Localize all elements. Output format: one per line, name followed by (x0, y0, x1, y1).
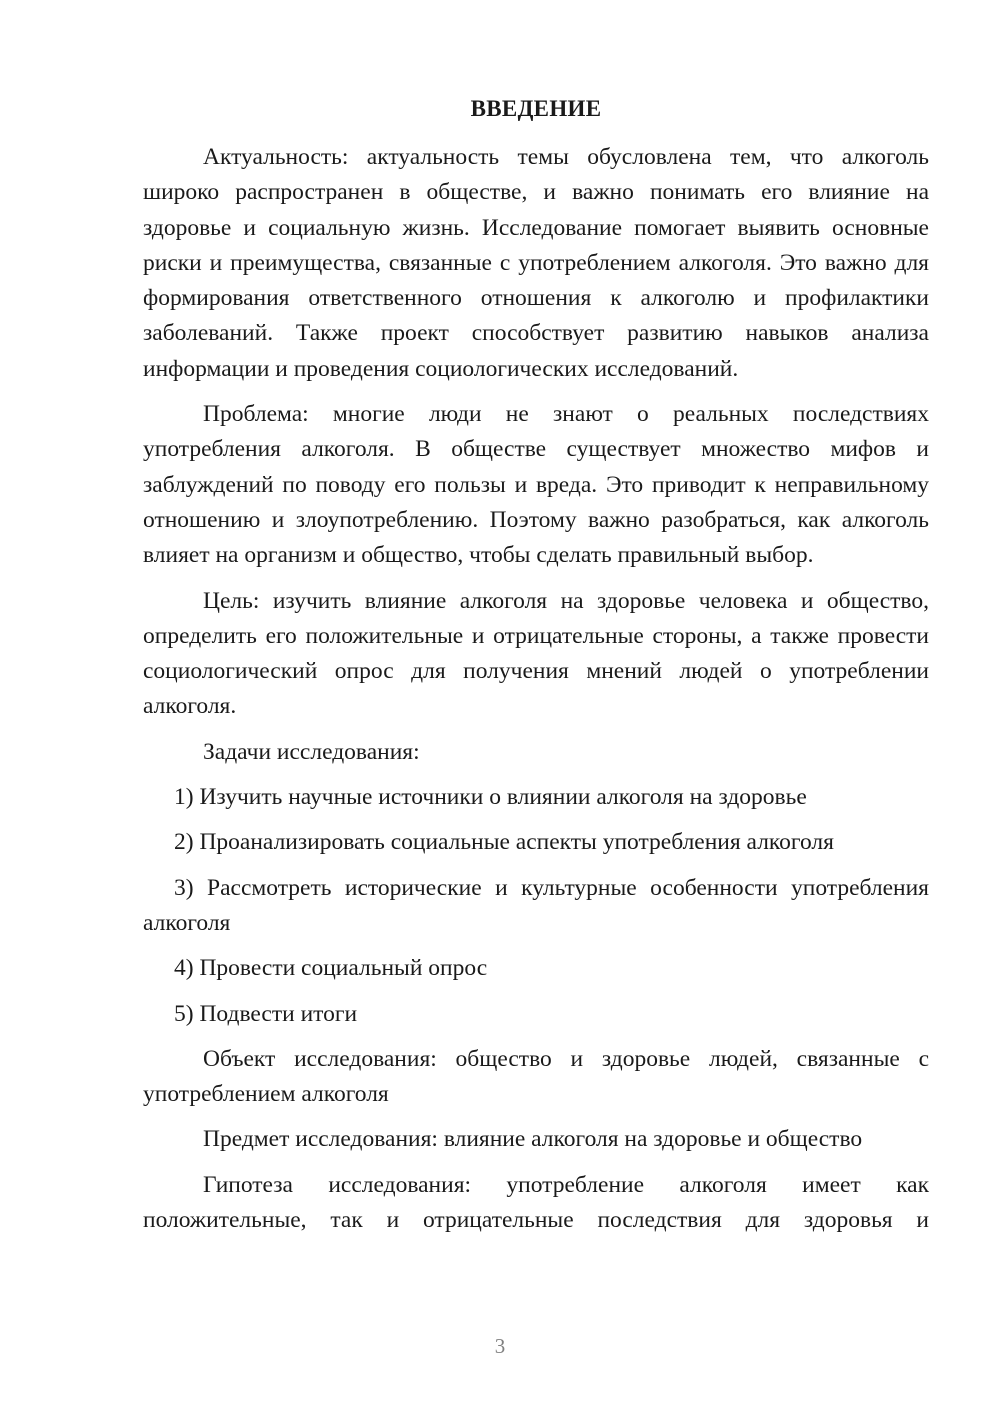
paragraph-problem: Проблема: многие люди не знают о реальных последствиях употребления алкоголя. В обществе существует множество мифов и заблуждений по поводу его пользы и вреда. Это приводит к неправильному отношению и злоупотреблению. Поэтому важно разобраться, как алкоголь влияет на организм и общество, чтобы сделать правильный выбор. (143, 401, 929, 569)
task-item-2: 2) Проанализировать социальные аспекты употребления алкоголя (174, 829, 834, 856)
paragraph-relevance: Актуальность: актуальность темы обусловлена тем, что алкоголь широко распространен в обществе, и важно понимать его влияние на здоровье и социальную жизнь. Исследование помогает выявить основные риски и преимущества, связанные с употреблением алкоголя. Это важно для формирования ответственного отношения к алкоголю и профилактики заболеваний. Также проект способствует развитию навыков анализа информации и проведения социологических исследований. (143, 144, 929, 382)
page-number: 3 (494, 1334, 506, 1358)
paragraph-hypothesis: Гипотеза исследования: употребление алкоголя имеет как положительные, так и отрицательные последствия для здоровья и (143, 1171, 929, 1234)
task-item-5: 5) Подвести итоги (174, 1000, 358, 1027)
section-title: ВВЕДЕНИЕ (470, 96, 602, 121)
task-item-1: 1) Изучить научные источники о влиянии алкоголя на здоровье (174, 784, 807, 811)
task-item-4: 4) Провести социальный опрос (174, 955, 488, 982)
body-text (143, 140, 929, 1248)
tasks-heading: Задачи исследования: (203, 738, 420, 765)
paragraph-subject: Предмет исследования: влияние алкоголя на здоровье и общество (203, 1126, 863, 1153)
paragraph-object: Объект исследования: общество и здоровье людей, связанные с употреблением алкоголя (143, 1045, 929, 1108)
task-item-3: 3) Рассмотреть исторические и культурные особенности употребления алкоголя (143, 874, 929, 936)
paragraph-goal: Цель: изучить влияние алкоголя на здоровье человека и общество, определить его положительные и отрицательные стороны, а также провести социологический опрос для получения мнений людей о употреблении алкоголя. (143, 587, 929, 720)
